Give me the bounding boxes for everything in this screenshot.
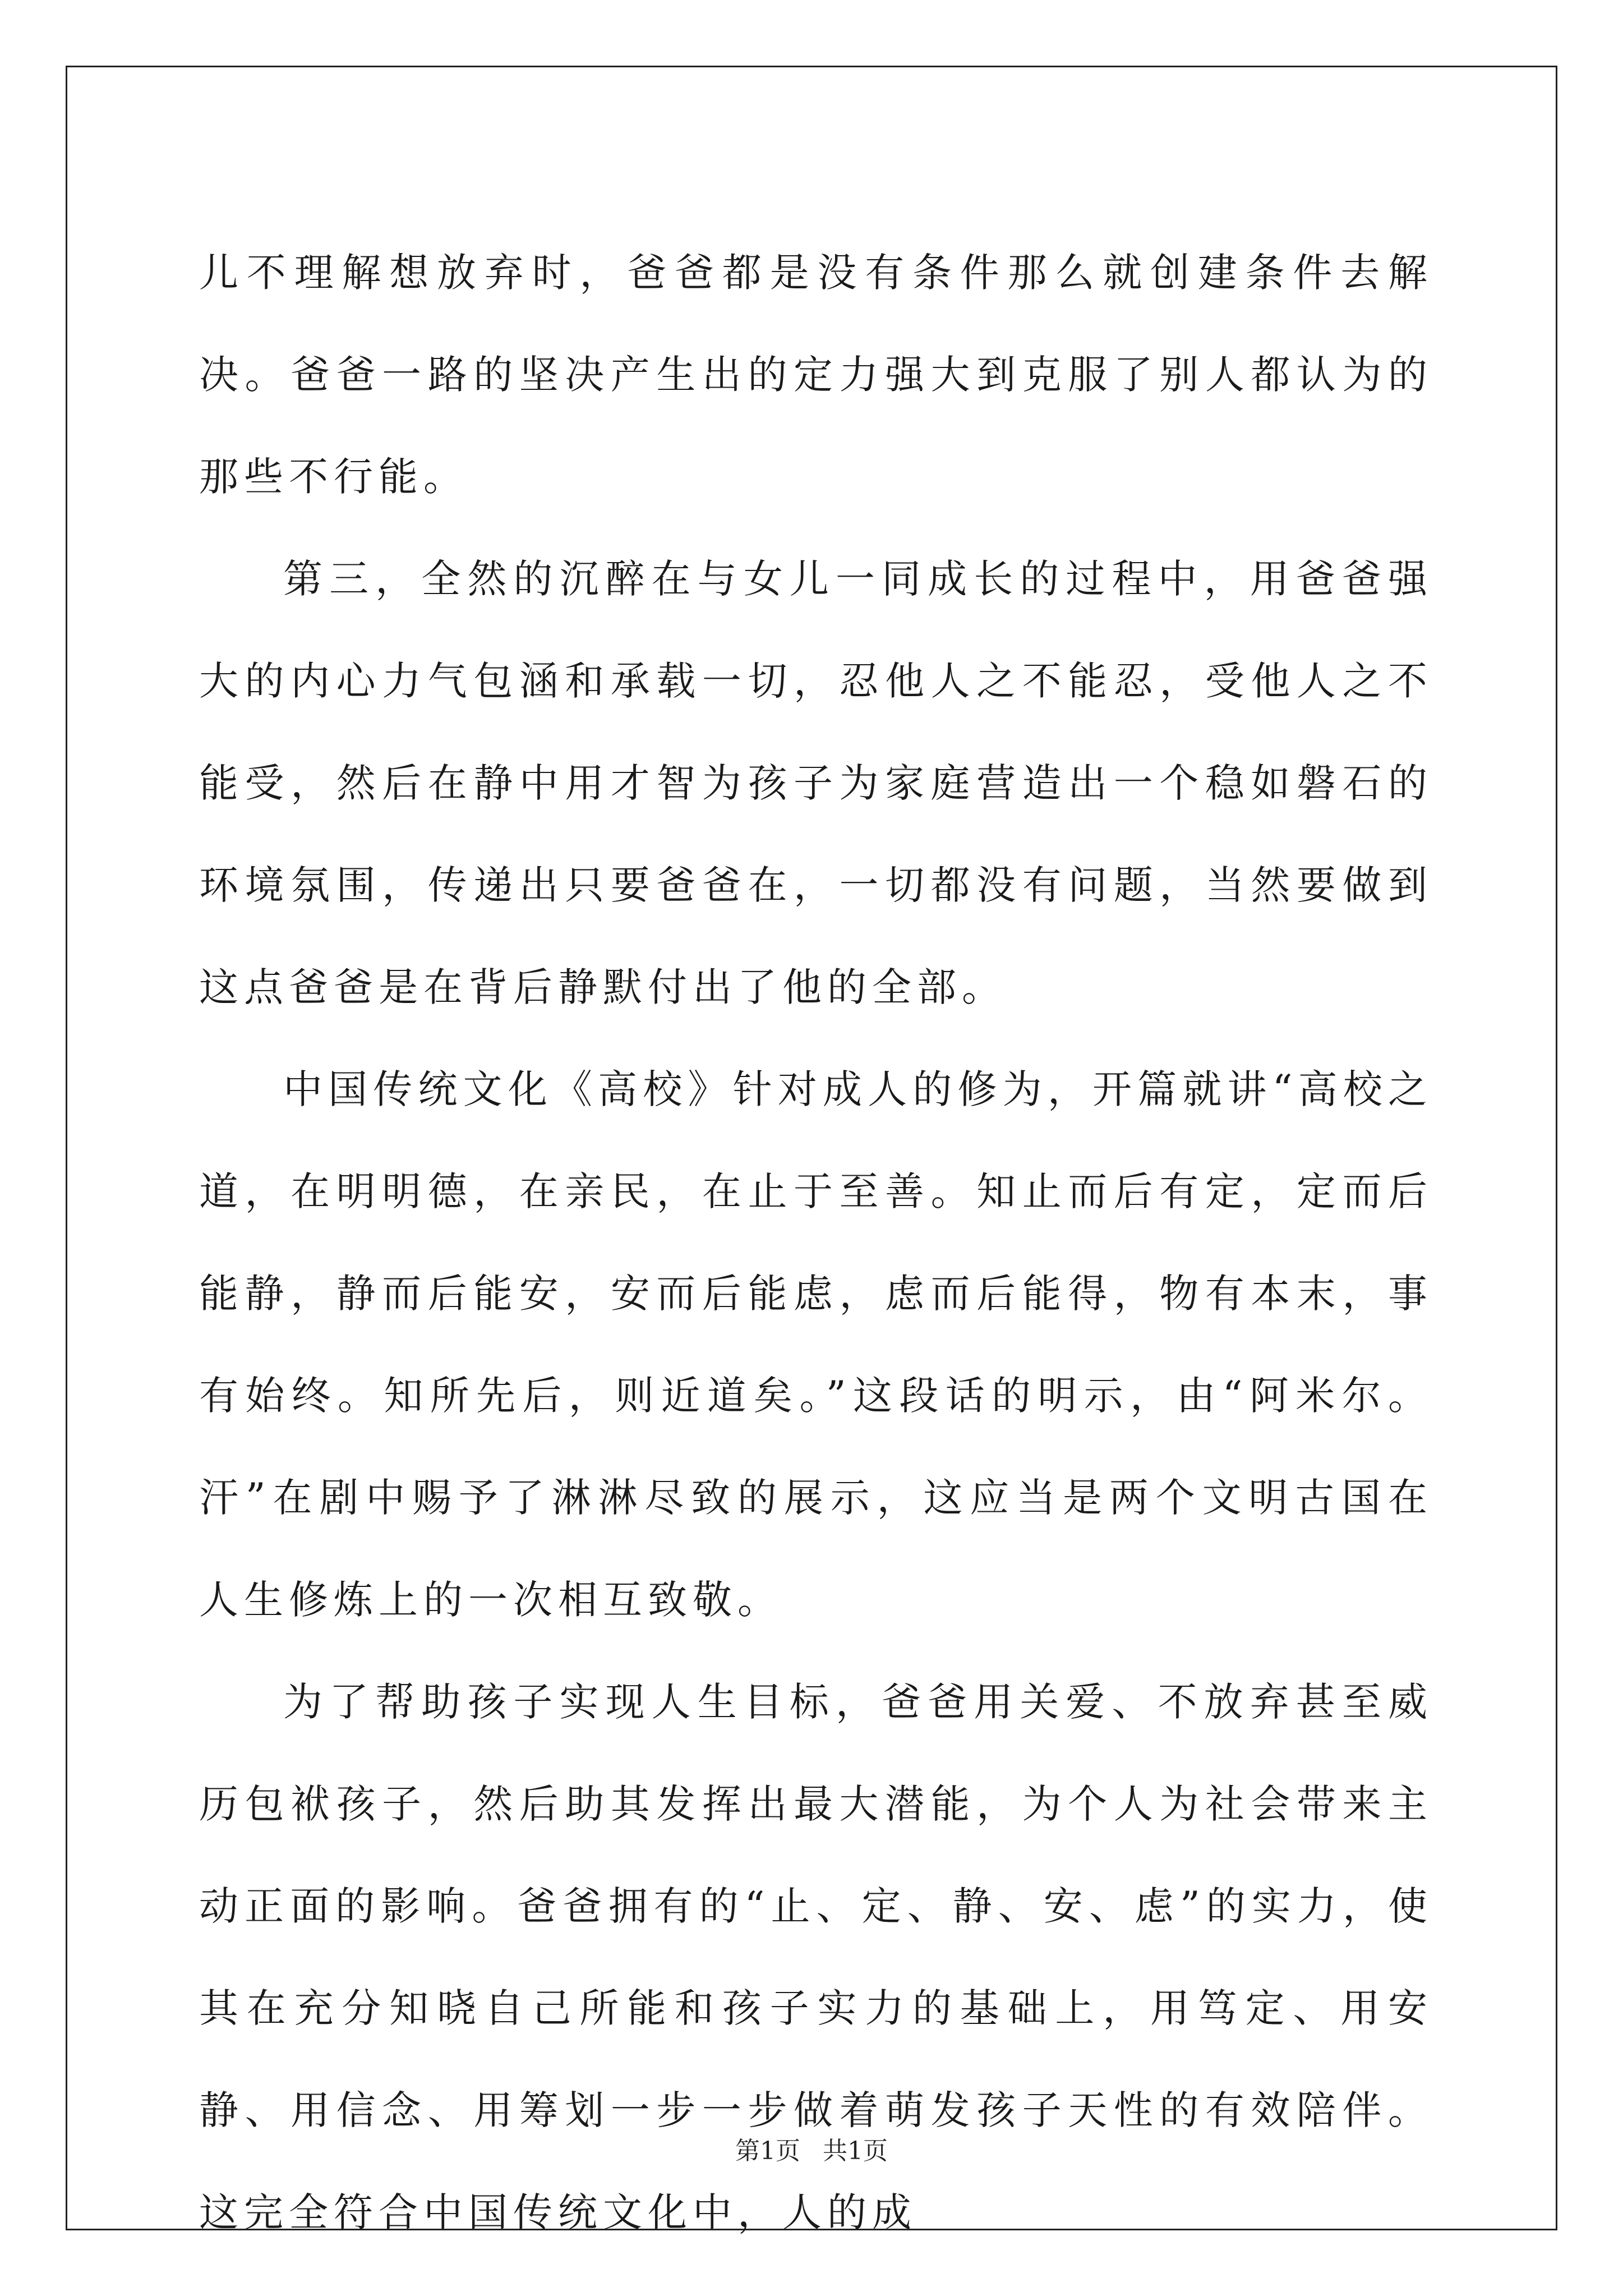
page-footer — [0, 2134, 1623, 2168]
paragraph-3: 中国传统文化《高校》针对成人的修为，开篇就讲“高校之道，在明明德，在亲民，在止于至善。知止而后有定，定而后能静，静而后能安，安而后能虑，虑而后能得，物有本末，事有始终。知所先后，则近道矣。”这段话的明示，由“阿米尔。汗”在剧中赐予了淋淋尽致的展示，这应当是两个文明古国在人生修炼上的一次相互致敬。 — [199, 1066, 1433, 1623]
paragraph-1: 儿不理解想放弃时，爸爸都是没有条件那么就创建条件去解决。爸爸一路的坚决产生出的定力强大到克服了别人都认为的那些不行能。 — [199, 250, 1433, 500]
paragraph-4: 为了帮助孩子实现人生目标，爸爸用关爱、不放弃甚至威历包袱孩子，然后助其发挥出最大潜能，为个人为社会带来主动正面的影响。爸爸拥有的“止、定、静、安、虑”的实力，使其在充分知晓自己所能和孩子实力的基础上，用笃定、用安静、用信念、用筹划一步一步做着萌发孩子天性的有效陪伴。这完全符合中国传统文化中，人的成 — [199, 1679, 1433, 2235]
page-total: 共1页 — [823, 2137, 888, 2165]
paragraph-2: 第三，全然的沉醉在与女儿一同成长的过程中，用爸爸强大的内心力气包涵和承载一切，忍他人之不能忍，受他人之不能受，然后在静中用才智为孩子为家庭营造出一个稳如磐石的环境氛围，传递出只要爸爸在，一切都没有问题，当然要做到这点爸爸是在背后静默付出了他的全部。 — [199, 556, 1433, 1010]
page-number: 第1页 — [735, 2137, 800, 2165]
document-body — [199, 222, 1433, 2263]
